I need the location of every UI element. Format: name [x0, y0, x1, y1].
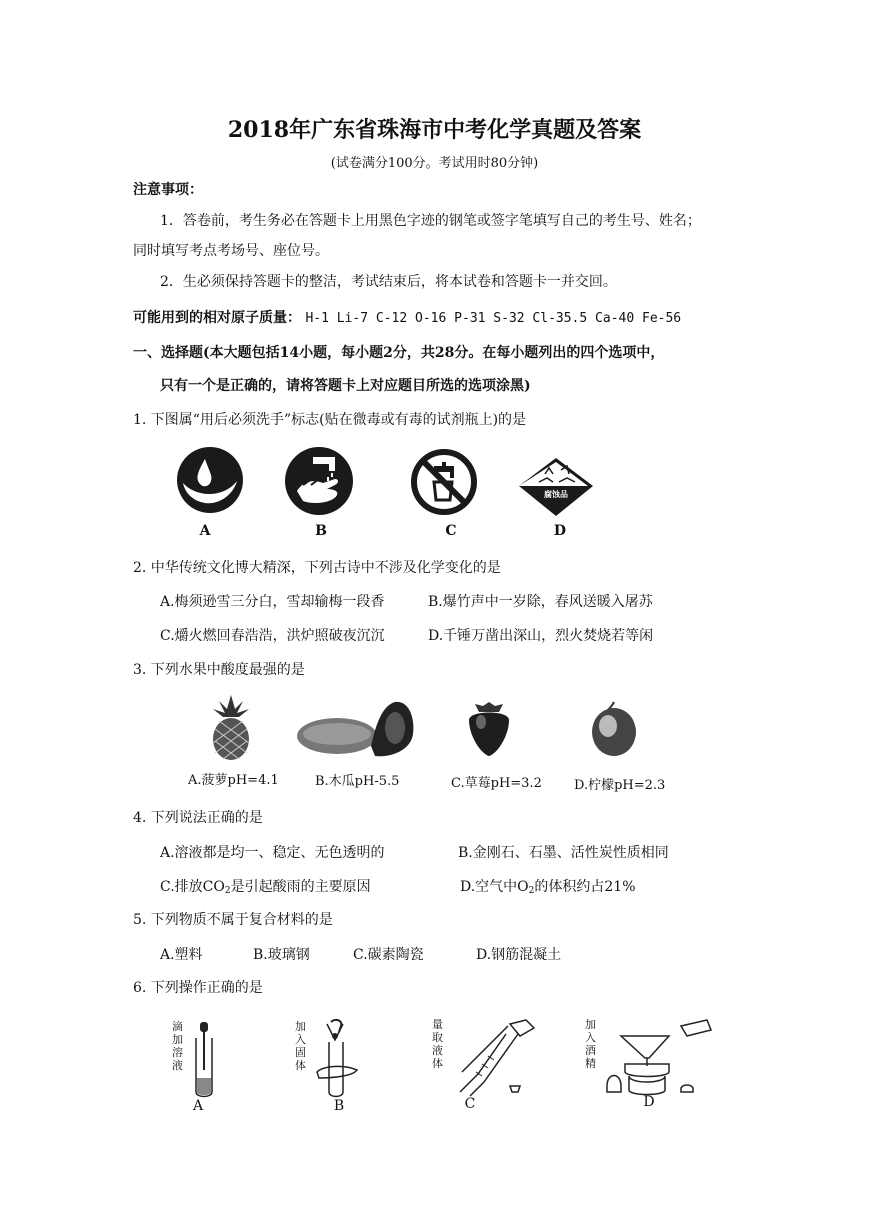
q6-option-d-image [585, 1014, 715, 1100]
q5-option-d: D.钢筋混凝土 [476, 947, 562, 963]
atomic-mass-values: H-1 Li-7 C-12 O-16 P-31 S-32 Cl-35.5 Ca-40 Fe-56 [305, 311, 682, 326]
q6-option-a-image [172, 1020, 232, 1100]
graduated-cylinder-pour-icon [448, 1016, 552, 1100]
q6-a-caption: 滴加溶液 [172, 1020, 183, 1072]
q5-option-a: A.塑料 [160, 947, 203, 963]
q3-option-a: A.菠萝pH=4.1 [188, 773, 279, 788]
q1-label-a: A [199, 523, 211, 539]
q6-b-caption: 加入固体 [295, 1020, 306, 1072]
q4-option-d-post: 的体积约占21% [534, 879, 636, 895]
q4-option-c [160, 876, 371, 896]
q6-label-c: C [464, 1096, 476, 1112]
q3-option-c: C.草莓pH=3.2 [451, 776, 542, 791]
question-2-stem: 2. 中华传统文化博大精深，下列古诗中不涉及化学变化的是 [133, 560, 501, 576]
q1-option-d-image [517, 456, 595, 518]
q6-c-caption: 量取液体 [432, 1018, 443, 1070]
question-1-stem: 1. 下图属“用后必须洗手”标志(贴在微毒或有毒的试剂瓶上)的是 [133, 412, 527, 428]
q2-option-b: B.爆竹声中一岁除，春风送暖入屠苏 [428, 594, 653, 610]
hand-drop-icon [175, 445, 245, 515]
question-4-stem: 4. 下列说法正确的是 [133, 810, 263, 826]
strawberry-icon [463, 700, 515, 758]
q3-option-d: D.柠檬pH=2.3 [574, 778, 666, 793]
page-subtitle: (试卷满分100分。考试用时80分钟) [330, 156, 539, 171]
q4-option-c-pre: C.排放CO [160, 879, 225, 895]
notice-item-1-line-2: 同时填写考点考场号、座位号。 [133, 243, 329, 259]
papaya-image [295, 698, 417, 760]
question-6-stem: 6. 下列操作正确的是 [133, 980, 263, 996]
q1-option-b-image [283, 445, 355, 517]
q2-option-a: A.梅须逊雪三分白，雪却输梅一段香 [160, 594, 385, 610]
q1-label-c: C [445, 523, 457, 539]
q1-option-c-image [410, 448, 478, 516]
q4-option-b: B.金刚石、石墨、活性炭性质相同 [458, 845, 669, 861]
q4-option-d-sub: 2 [528, 886, 535, 896]
tweezers-test-tube-icon [313, 1018, 363, 1100]
q4-option-d [460, 876, 636, 896]
notice-heading: 注意事项： [133, 182, 203, 198]
q6-label-a: A [192, 1098, 204, 1114]
dropper-test-tube-icon [190, 1020, 220, 1100]
q1-option-a-image [175, 445, 245, 515]
notice-item-2: 2．生必须保持答题卡的整洁，考试结束后，将本试卷和答题卡一并交回。 [160, 274, 617, 290]
q2-option-c: C.爝火燃回春浩浩，洪炉照破夜沉沉 [160, 628, 385, 644]
corrosive-sign-text: 腐蚀品 [544, 490, 568, 499]
q5-option-b: B.玻璃钢 [253, 947, 310, 963]
q6-option-b-image [295, 1018, 365, 1100]
q4-option-c-post: 是引起酸雨的主要原因 [230, 879, 371, 895]
q6-d-caption: 加入酒精 [585, 1018, 596, 1070]
atomic-mass-label: 可能用到的相对原子质量： [133, 310, 301, 326]
q1-label-d: D [553, 523, 567, 539]
pineapple-icon [205, 693, 257, 761]
page-title: 2018年广东省珠海市中考化学真题及答案 [227, 117, 642, 143]
q2-option-d: D.千锤万凿出深山，烈火焚烧若等闲 [428, 628, 654, 644]
q3-option-b: B.木瓜pH-5.5 [315, 774, 400, 789]
q6-label-b: B [333, 1098, 345, 1114]
section-1-heading-line-2: 只有一个是正确的，请将答题卡上对应题目所选的选项涂黑) [160, 378, 531, 394]
lemon-icon [588, 700, 640, 758]
question-3-stem: 3. 下列水果中酸度最强的是 [133, 662, 305, 678]
q1-label-b: B [315, 523, 327, 539]
section-1-heading-line-1: 一、选择题(本大题包括14小题，每小题2分，共28分。在每小题列出的四个选项中， [133, 345, 665, 361]
lemon-image [588, 700, 640, 758]
q6-label-d: D [643, 1094, 655, 1110]
q6-option-c-image [432, 1016, 552, 1100]
notice-item-1-line-1: 1．答卷前，考生务必在答题卡上用黑色字迹的钢笔或签字笔填写自己的考生号、姓名； [160, 213, 701, 229]
corrosive-warning-icon [517, 456, 595, 518]
question-5-stem: 5. 下列物质不属于复合材料的是 [133, 912, 333, 928]
q4-option-a: A.溶液都是均一、稳定、无色透明的 [160, 845, 385, 861]
q4-option-d-pre: D.空气中O [460, 879, 529, 895]
strawberry-image [463, 700, 515, 758]
pineapple-image [205, 693, 257, 761]
alcohol-lamp-funnel-icon [603, 1014, 715, 1100]
hand-wash-icon [283, 445, 355, 517]
atomic-mass-line [133, 308, 681, 329]
q5-option-c: C.碳素陶瓷 [353, 947, 424, 963]
papaya-icon [295, 698, 417, 760]
no-drinking-water-icon [410, 448, 478, 516]
q4-option-c-sub: 2 [224, 886, 231, 896]
